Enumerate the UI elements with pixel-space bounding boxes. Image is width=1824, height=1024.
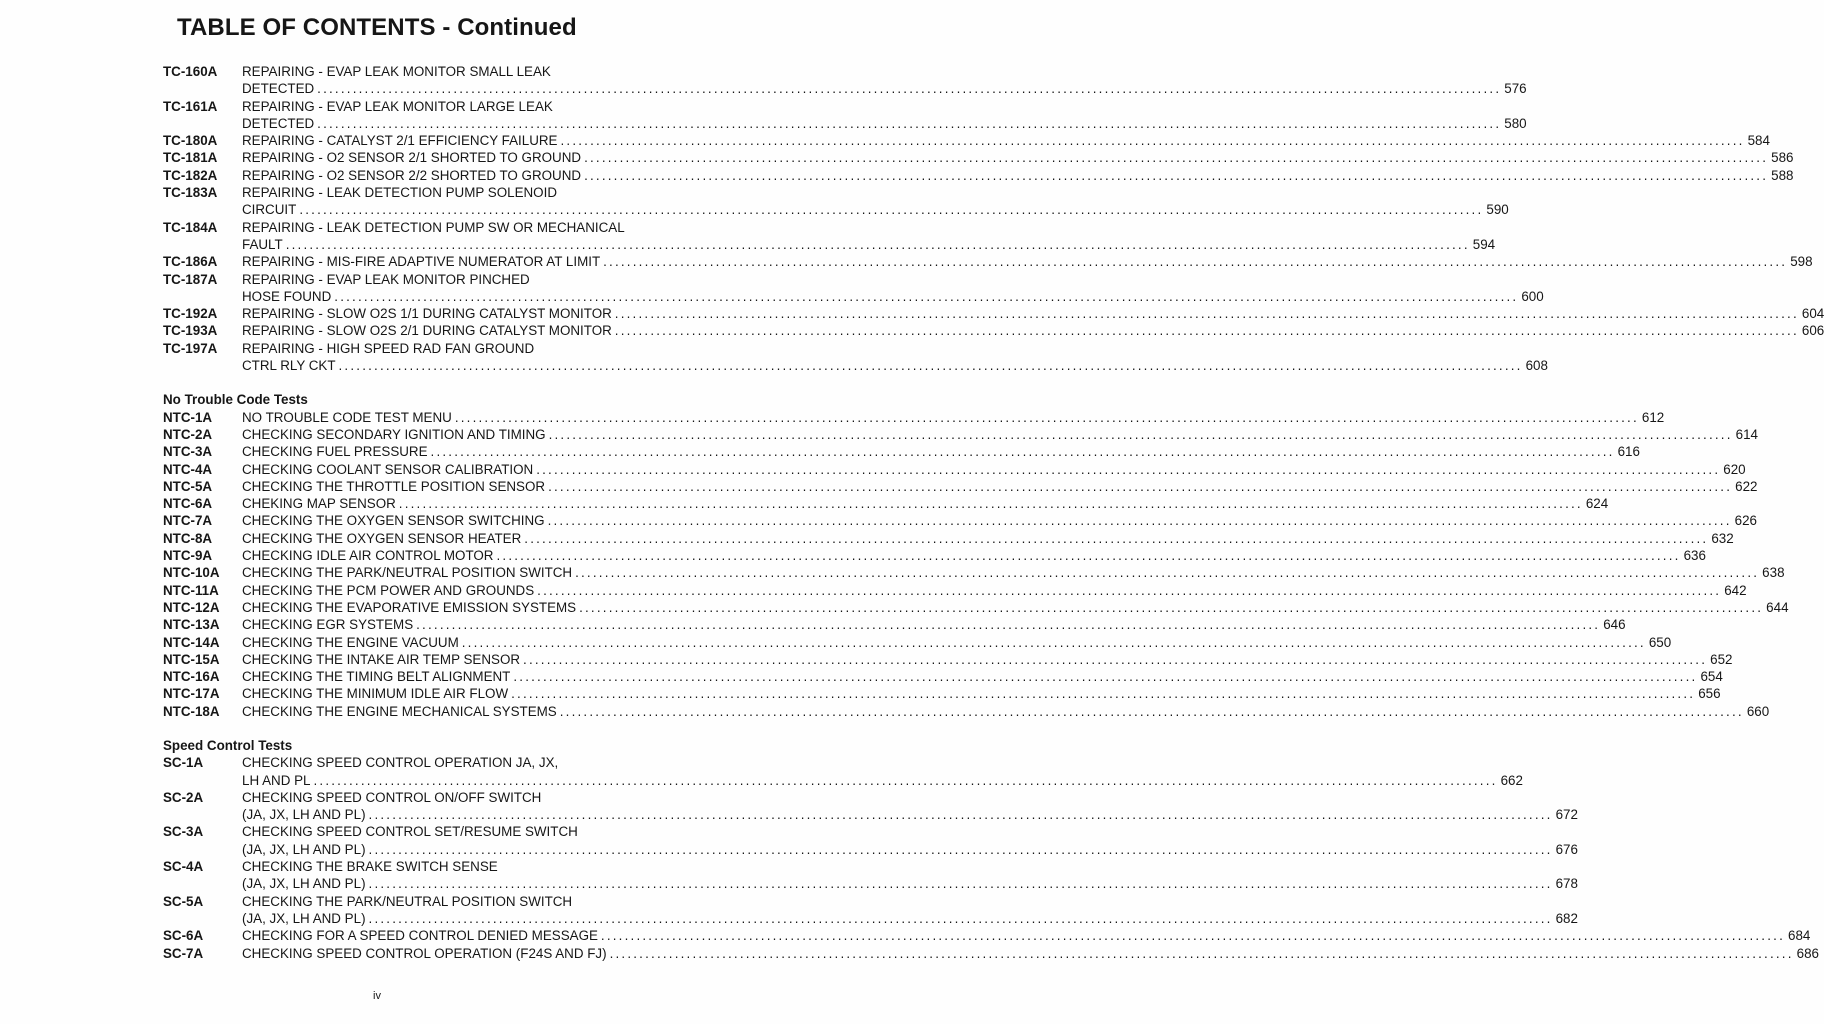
dot-leader: ........................................................................................................................................................................................................	[575, 565, 1760, 581]
entry-page-number: 654	[1700, 669, 1723, 685]
entry-title-line: CHECKING THE EVAPORATIVE EMISSION SYSTEMS	[242, 599, 577, 615]
entry-page-number: 632	[1711, 530, 1734, 546]
toc-entry[interactable]	[163, 582, 1747, 599]
entry-page-number: 606	[1801, 323, 1824, 339]
entry-title-line: (JA, JX, LH AND PL)	[242, 876, 366, 892]
entry-title-line: REPAIRING - EVAP LEAK MONITOR LARGE LEAK	[242, 98, 553, 114]
page-title: TABLE OF CONTENTS - Continued	[177, 14, 577, 41]
entry-title-line: NO TROUBLE CODE TEST MENU	[242, 409, 452, 425]
entry-code: TC-182A	[163, 167, 218, 183]
dot-leader: ........................................................................................................................................................................................................	[454, 409, 1639, 425]
entry-code: TC-180A	[163, 133, 218, 149]
entry-title-line: CHECKING COOLANT SENSOR CALIBRATION	[242, 461, 534, 477]
entry-title-line: CHECKING THE ENGINE MECHANICAL SYSTEMS	[242, 703, 557, 719]
dot-leader: ........................................................................................................................................................................................................	[614, 306, 1799, 322]
toc-entry[interactable]	[163, 322, 1824, 339]
entry-code: TC-181A	[163, 150, 218, 166]
entry-title-line: REPAIRING - CATALYST 2/1 EFFICIENCY FAILURE	[242, 133, 558, 149]
entry-page-number: 604	[1801, 306, 1824, 322]
entry-code: SC-7A	[163, 945, 204, 961]
toc-entry[interactable]	[163, 253, 1813, 270]
entry-title-line: CHECKING SECONDARY IGNITION AND TIMING	[242, 426, 546, 442]
toc-entry[interactable]	[163, 858, 1578, 893]
entry-title-line: CHEKING MAP SENSOR	[242, 496, 396, 512]
entry-page-number: 620	[1723, 461, 1746, 477]
entry-page-number: 590	[1486, 202, 1509, 218]
dot-leader: ........................................................................................................................................................................................................	[609, 945, 1794, 961]
toc-entry[interactable]	[163, 271, 1544, 306]
toc-entry[interactable]	[163, 634, 1672, 651]
entry-title-line: FAULT	[242, 236, 283, 252]
entry-code: NTC-9A	[163, 548, 213, 564]
entry-code: SC-2A	[163, 789, 204, 805]
toc-entry[interactable]	[163, 651, 1733, 668]
toc-entry[interactable]	[163, 340, 1548, 375]
entry-page-number: 686	[1796, 945, 1819, 961]
entry-page-number: 614	[1735, 426, 1758, 442]
entry-code: NTC-12A	[163, 599, 220, 615]
entry-page-number: 650	[1648, 634, 1672, 650]
dot-leader: ........................................................................................................................................................................................................	[317, 115, 1502, 131]
toc-entry[interactable]	[163, 564, 1785, 581]
dot-leader: ........................................................................................................................................................................................................	[317, 81, 1502, 97]
entry-code: TC-160A	[163, 64, 218, 79]
entry-code: SC-6A	[163, 928, 204, 944]
toc-entry[interactable]	[163, 668, 1723, 685]
entry-page-number: 586	[1771, 150, 1794, 166]
entry-code: NTC-18A	[163, 703, 220, 719]
entry-code: TC-192A	[163, 306, 218, 322]
entry-page-number: 682	[1555, 910, 1578, 926]
entry-page-number: 662	[1500, 772, 1523, 788]
toc-entry[interactable]	[163, 478, 1758, 495]
toc-entry[interactable]	[163, 461, 1746, 478]
entry-code: NTC-3A	[163, 444, 213, 460]
entry-page-number: 600	[1521, 288, 1544, 304]
dot-leader: ........................................................................................................................................................................................................	[430, 444, 1615, 460]
dot-leader: ........................................................................................................................................................................................................	[285, 236, 1470, 252]
entry-code: SC-1A	[163, 755, 204, 771]
entry-code: TC-184A	[163, 219, 218, 235]
dot-leader: ........................................................................................................................................................................................................	[368, 910, 1553, 926]
entry-code: SC-4A	[163, 859, 204, 875]
entry-page-number: 652	[1710, 651, 1733, 667]
entry-page-number: 636	[1683, 548, 1706, 564]
toc-entry[interactable]	[163, 599, 1789, 616]
section-heading: No Trouble Code Tests	[163, 392, 308, 408]
entry-code: TC-193A	[163, 323, 218, 339]
dot-leader: ........................................................................................................................................................................................................	[313, 772, 1498, 788]
entry-title-line: CHECKING THE MINIMUM IDLE AIR FLOW	[242, 686, 509, 702]
entry-title-line: CHECKING SPEED CONTROL ON/OFF SWITCH	[242, 789, 542, 805]
dot-leader: ........................................................................................................................................................................................................	[559, 703, 1744, 719]
entry-page-number: 622	[1735, 478, 1758, 494]
dot-leader: ........................................................................................................................................................................................................	[560, 133, 1745, 149]
section-heading: Speed Control Tests	[163, 737, 293, 753]
entry-code: NTC-13A	[163, 617, 220, 633]
toc-entry[interactable]	[163, 167, 1794, 184]
toc-entry[interactable]	[163, 703, 1770, 720]
entry-title-line: CHECKING FOR A SPEED CONTROL DENIED MESSAGE	[242, 928, 598, 944]
entry-title-line: REPAIRING - EVAP LEAK MONITOR SMALL LEAK	[242, 64, 551, 79]
dot-leader: ........................................................................................................................................................................................................	[524, 530, 1709, 546]
entry-code: TC-161A	[163, 98, 218, 114]
entry-code: TC-197A	[163, 340, 218, 356]
entry-title-line: REPAIRING - SLOW O2S 2/1 DURING CATALYST MONITOR	[242, 323, 612, 339]
dot-leader: ........................................................................................................................................................................................................	[496, 548, 1681, 564]
toc-entry[interactable]	[163, 893, 1578, 928]
entry-title-line: CTRL RLY CKT	[242, 358, 336, 374]
entry-title-line: CHECKING THE PARK/NEUTRAL POSITION SWITCH	[242, 565, 573, 581]
dot-leader: ........................................................................................................................................................................................................	[416, 617, 1601, 633]
entry-code: NTC-6A	[163, 496, 213, 512]
entry-code: NTC-7A	[163, 513, 213, 529]
dot-leader: ........................................................................................................................................................................................................	[603, 254, 1788, 270]
entry-title-line: DETECTED	[242, 115, 315, 131]
dot-leader: ........................................................................................................................................................................................................	[584, 150, 1769, 166]
dot-leader: ........................................................................................................................................................................................................	[600, 928, 1785, 944]
entry-title-line: (JA, JX, LH AND PL)	[242, 910, 366, 926]
entry-title-line: CHECKING THE TIMING BELT ALIGNMENT	[242, 669, 511, 685]
entry-title-line: (JA, JX, LH AND PL)	[242, 807, 366, 823]
dot-leader: ........................................................................................................................................................................................................	[548, 426, 1733, 442]
dot-leader: ........................................................................................................................................................................................................	[537, 582, 1722, 598]
entry-code: NTC-16A	[163, 669, 220, 685]
table-of-contents	[163, 63, 1824, 962]
dot-leader: ........................................................................................................................................................................................................	[511, 686, 1696, 702]
entry-title-line: CHECKING SPEED CONTROL OPERATION (F24S AND FJ)	[242, 945, 607, 961]
dot-leader: ........................................................................................................................................................................................................	[334, 288, 1519, 304]
toc-entry[interactable]	[163, 184, 1509, 219]
toc-entry[interactable]	[163, 512, 1757, 529]
dot-leader: ........................................................................................................................................................................................................	[299, 202, 1484, 218]
entry-code: TC-183A	[163, 185, 218, 201]
toc-entry[interactable]	[163, 823, 1578, 858]
entry-code: NTC-8A	[163, 530, 213, 546]
entry-page-number: 594	[1472, 236, 1496, 252]
toc-entry[interactable]	[163, 132, 1770, 149]
entry-page-number: 656	[1698, 686, 1721, 702]
dot-leader: ........................................................................................................................................................................................................	[338, 358, 1523, 374]
entry-title-line: CHECKING THE PARK/NEUTRAL POSITION SWITCH	[242, 893, 573, 909]
entry-page-number: 644	[1766, 599, 1789, 615]
dot-leader: ........................................................................................................................................................................................................	[368, 807, 1553, 823]
entry-title-line: REPAIRING - LEAK DETECTION PUMP SW OR MECHANICAL	[242, 219, 625, 235]
dot-leader: ........................................................................................................................................................................................................	[548, 478, 1733, 494]
entry-title-line: REPAIRING - HIGH SPEED RAD FAN GROUND	[242, 340, 535, 356]
entry-title-line: REPAIRING - LEAK DETECTION PUMP SOLENOID	[242, 185, 557, 201]
entry-title-line: CHECKING THE PCM POWER AND GROUNDS	[242, 582, 535, 598]
entry-title-line: HOSE FOUND	[242, 288, 332, 304]
entry-title-line: CHECKING IDLE AIR CONTROL MOTOR	[242, 548, 494, 564]
dot-leader: ........................................................................................................................................................................................................	[368, 876, 1553, 892]
entry-title-line: REPAIRING - O2 SENSOR 2/2 SHORTED TO GROUND	[242, 167, 582, 183]
dot-leader: ........................................................................................................................................................................................................	[579, 599, 1764, 615]
entry-page-number: 626	[1734, 513, 1757, 529]
entry-code: NTC-15A	[163, 651, 220, 667]
entry-page-number: 642	[1724, 582, 1747, 598]
entry-title-line: REPAIRING - EVAP LEAK MONITOR PINCHED	[242, 271, 530, 287]
toc-entry[interactable]	[163, 443, 1640, 460]
entry-page-number: 576	[1504, 81, 1527, 97]
entry-page-number: 646	[1603, 617, 1626, 633]
entry-page-number: 660	[1746, 703, 1770, 719]
entry-page-number: 638	[1762, 565, 1785, 581]
entry-page-number: 616	[1617, 444, 1640, 460]
entry-title-line: CHECKING SPEED CONTROL SET/RESUME SWITCH	[242, 824, 578, 840]
entry-code: NTC-17A	[163, 686, 220, 702]
toc-entry[interactable]	[163, 98, 1527, 133]
entry-page-number: 678	[1555, 876, 1578, 892]
entry-title-line: CHECKING THE BRAKE SWITCH SENSE	[242, 859, 498, 875]
entry-title-line: CHECKING SPEED CONTROL OPERATION JA, JX,	[242, 755, 559, 771]
dot-leader: ........................................................................................................................................................................................................	[523, 651, 1708, 667]
entry-title-line: REPAIRING - SLOW O2S 1/1 DURING CATALYST MONITOR	[242, 306, 612, 322]
toc-entry[interactable]	[163, 927, 1811, 944]
entry-title-line: CHECKING EGR SYSTEMS	[242, 617, 414, 633]
toc-entry[interactable]	[163, 530, 1734, 547]
dot-leader: ........................................................................................................................................................................................................	[584, 167, 1769, 183]
entry-title-line: CIRCUIT	[242, 202, 297, 218]
entry-code: NTC-1A	[163, 409, 213, 425]
entry-page-number: 588	[1771, 167, 1794, 183]
entry-title-line: DETECTED	[242, 81, 315, 97]
dot-leader: ........................................................................................................................................................................................................	[461, 634, 1646, 650]
entry-code: TC-186A	[163, 254, 218, 270]
entry-title-line: (JA, JX, LH AND PL)	[242, 841, 366, 857]
entry-code: NTC-5A	[163, 478, 213, 494]
entry-code: NTC-10A	[163, 565, 220, 581]
entry-page-number: 684	[1788, 928, 1811, 944]
entry-title-line: CHECKING FUEL PRESSURE	[242, 444, 428, 460]
dot-leader: ........................................................................................................................................................................................................	[536, 461, 1721, 477]
entry-page-number: 672	[1555, 807, 1578, 823]
entry-page-number: 612	[1641, 409, 1665, 425]
entry-page-number: 676	[1555, 841, 1578, 857]
toc-entry[interactable]	[163, 547, 1706, 564]
dot-leader: ........................................................................................................................................................................................................	[547, 513, 1732, 529]
entry-page-number: 608	[1525, 358, 1548, 374]
entry-code: SC-5A	[163, 893, 204, 909]
dot-leader: ........................................................................................................................................................................................................	[513, 669, 1698, 685]
toc-entry[interactable]	[163, 426, 1758, 443]
toc-entry[interactable]	[163, 945, 1819, 962]
entry-code: TC-187A	[163, 271, 218, 287]
toc-entry[interactable]	[163, 754, 1523, 789]
entry-code: NTC-14A	[163, 634, 220, 650]
dot-leader: ........................................................................................................................................................................................................	[368, 841, 1553, 857]
toc-entry[interactable]	[163, 149, 1794, 166]
toc-entry[interactable]	[163, 409, 1665, 426]
toc-entry[interactable]	[163, 219, 1496, 254]
entry-code: SC-3A	[163, 824, 204, 840]
toc-entry[interactable]	[163, 616, 1626, 633]
entry-page-number: 580	[1504, 115, 1527, 131]
entry-page-number: 624	[1585, 496, 1609, 512]
entry-title-line: CHECKING THE OXYGEN SENSOR SWITCHING	[242, 513, 545, 529]
entry-page-number: 598	[1790, 254, 1813, 270]
entry-code: NTC-4A	[163, 461, 213, 477]
toc-entry[interactable]	[163, 685, 1721, 702]
entry-title-line: REPAIRING - MIS-FIRE ADAPTIVE NUMERATOR AT LIMIT	[242, 254, 601, 270]
entry-title-line: CHECKING THE INTAKE AIR TEMP SENSOR	[242, 651, 521, 667]
toc-entry[interactable]	[163, 495, 1609, 512]
entry-code: NTC-11A	[163, 582, 219, 598]
entry-title-line: CHECKING THE OXYGEN SENSOR HEATER	[242, 530, 522, 546]
dot-leader: ........................................................................................................................................................................................................	[398, 496, 1583, 512]
entry-title-line: CHECKING THE ENGINE VACUUM	[242, 634, 459, 650]
dot-leader: ........................................................................................................................................................................................................	[614, 323, 1799, 339]
entry-title-line: CHECKING THE THROTTLE POSITION SENSOR	[242, 478, 546, 494]
toc-entry[interactable]	[163, 63, 1527, 98]
entry-page-number: 584	[1747, 133, 1770, 149]
entry-title-line: LH AND PL	[242, 772, 311, 788]
toc-entry[interactable]	[163, 789, 1578, 824]
page-number: iv	[373, 990, 381, 1002]
toc-entry[interactable]	[163, 305, 1824, 322]
entry-title-line: REPAIRING - O2 SENSOR 2/1 SHORTED TO GROUND	[242, 150, 582, 166]
entry-code: NTC-2A	[163, 426, 213, 442]
